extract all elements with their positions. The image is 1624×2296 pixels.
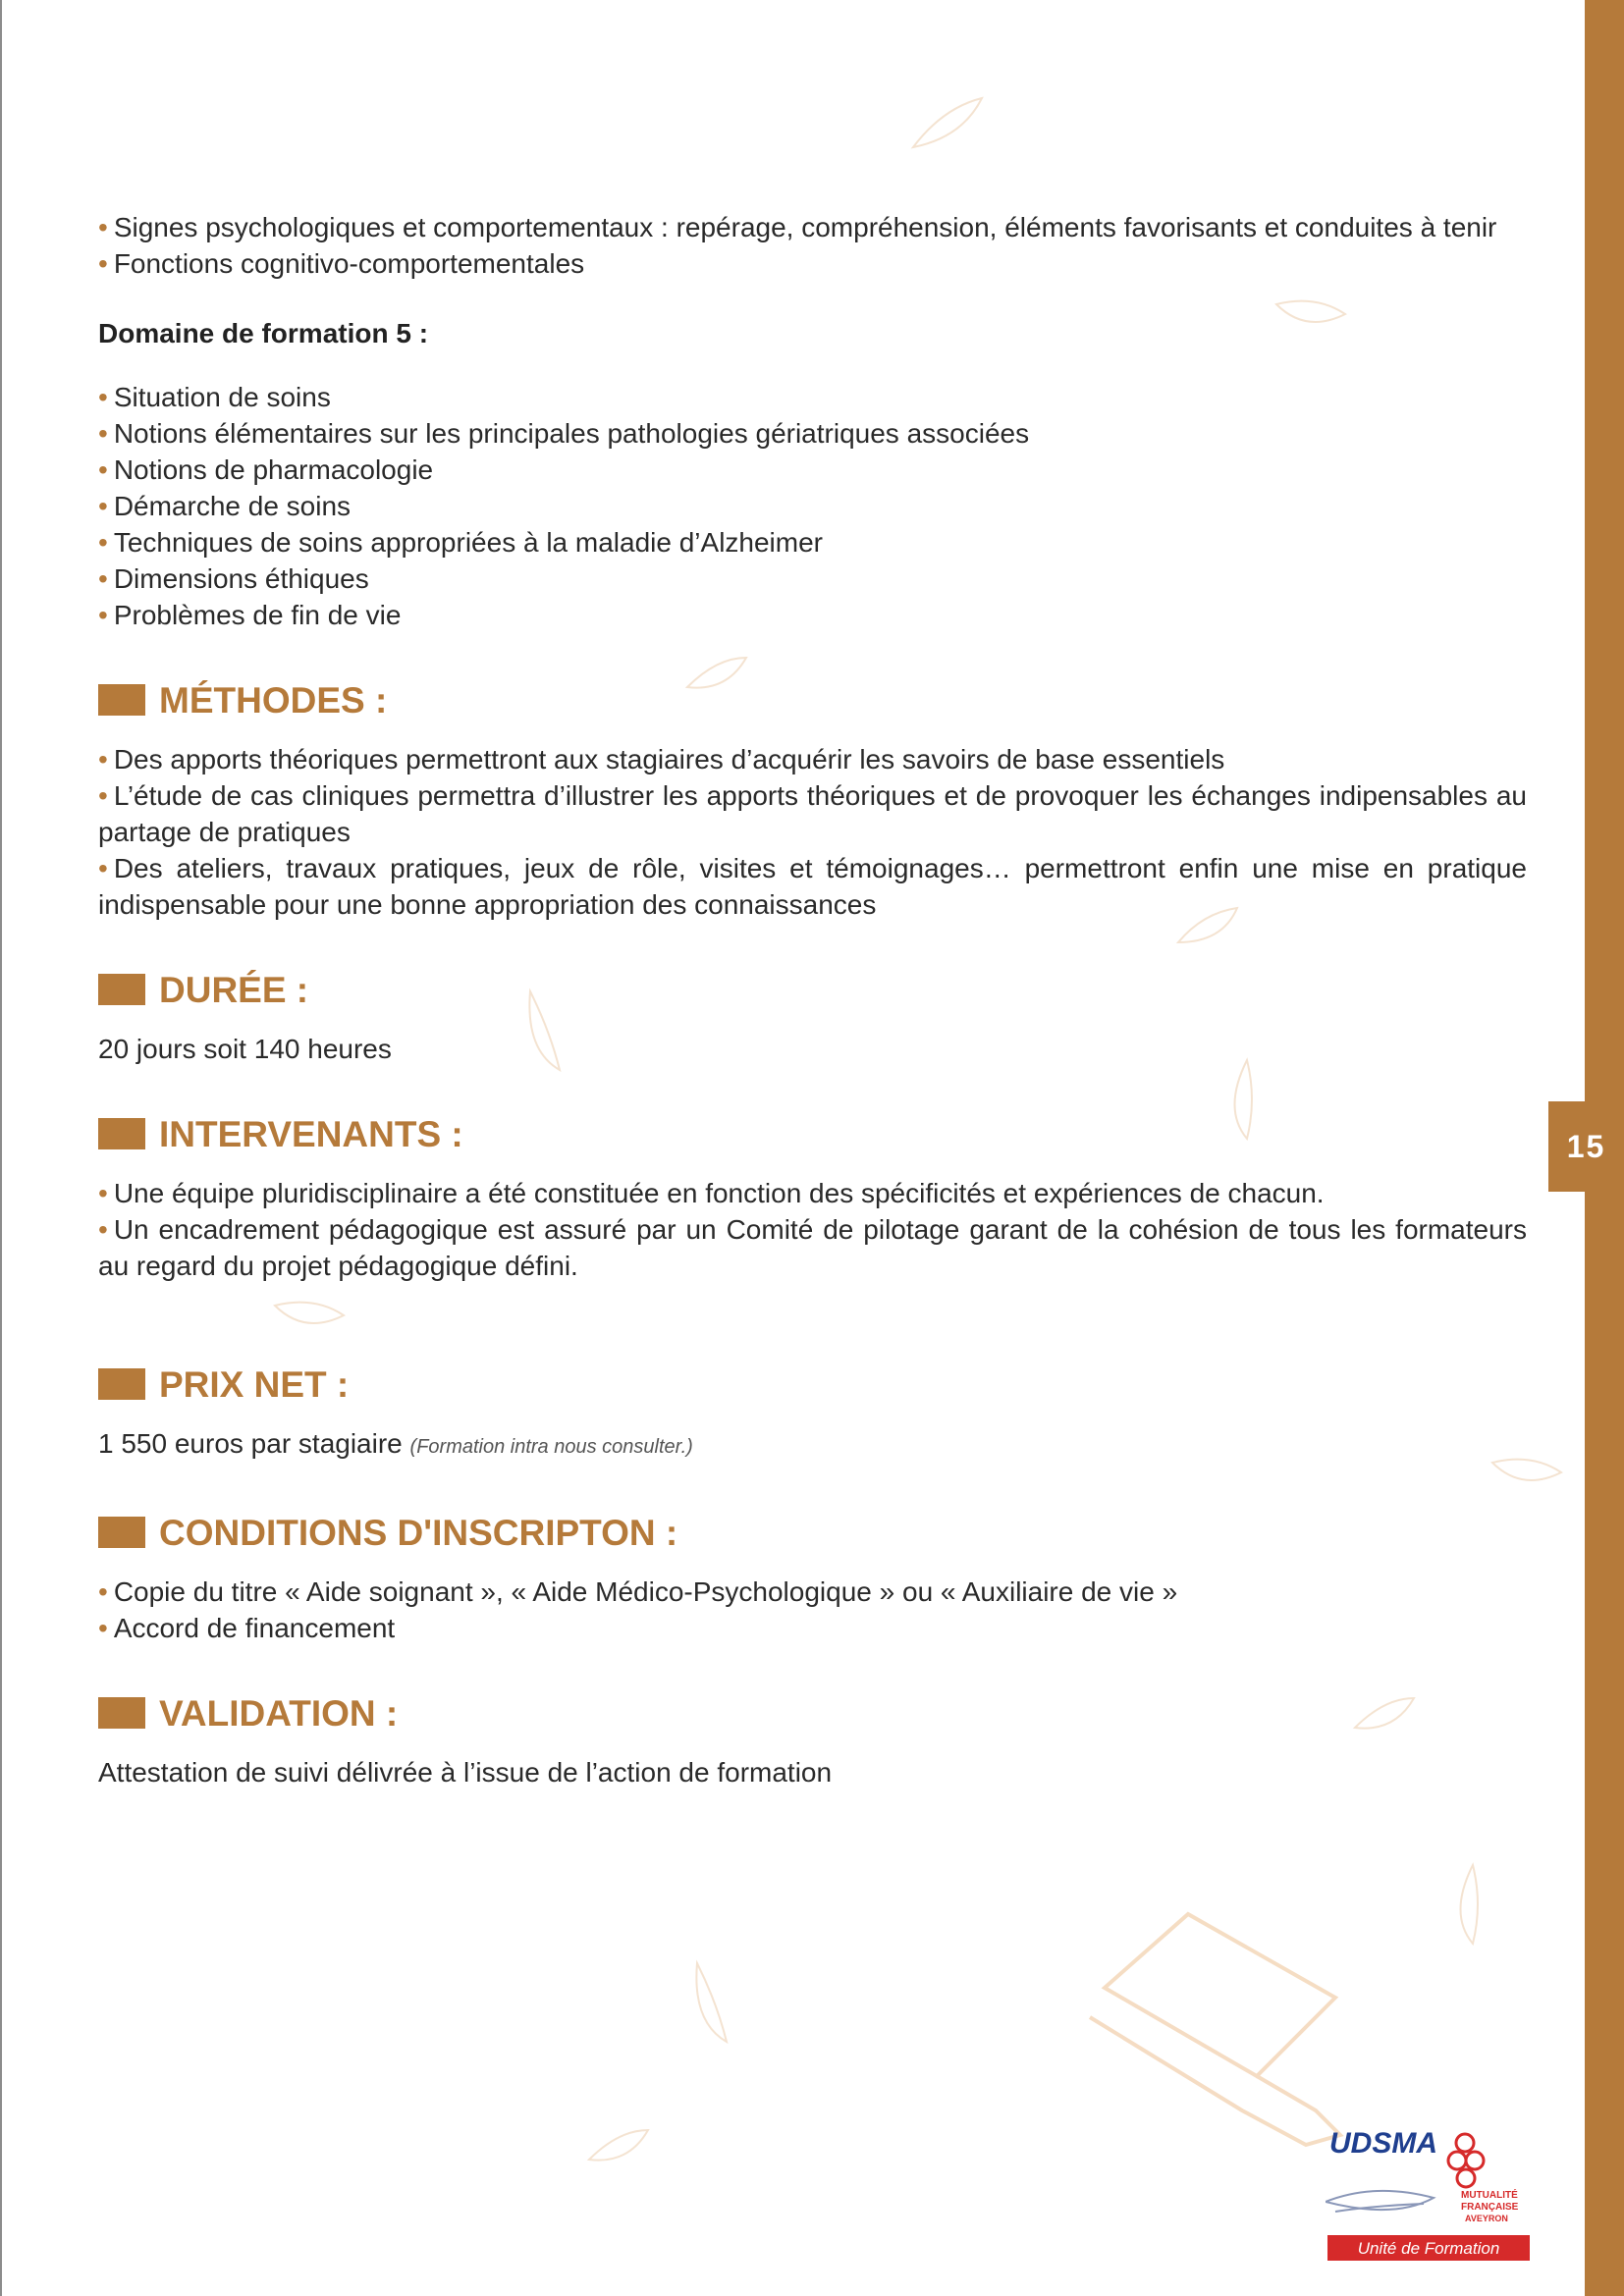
prix-heading <box>98 1364 1527 1404</box>
section-title: MÉTHODES : <box>159 679 388 721</box>
heading-marker <box>98 974 145 1005</box>
list-item: • Techniques de soins appropriées à la maladie d’Alzheimer <box>98 527 824 558</box>
list-item: • L’étude de cas cliniques permettra d’illustrer les apports théoriques et de provoquer les échanges indipensables au partage de pratiques <box>98 780 1527 847</box>
list-item: • Problèmes de fin de vie <box>98 600 402 630</box>
logo-sub2: FRANÇAISE <box>1461 2202 1519 2213</box>
domain5-heading: Domaine de formation 5 : <box>98 318 429 348</box>
bullet-icon: • <box>98 1214 108 1245</box>
bullet-icon: • <box>98 248 108 279</box>
bullet-icon: • <box>98 491 108 521</box>
bullet-icon: • <box>98 1178 108 1208</box>
bullet-icon: • <box>98 780 108 811</box>
logo-sub1: MUTUALITÉ <box>1461 2190 1518 2201</box>
list-item: • Copie du titre « Aide soignant », « Aide Médico-Psychologique » ou « Auxiliaire de vie » <box>98 1576 1178 1607</box>
list-item: • Des ateliers, travaux pratiques, jeux de rôle, visites et témoignages… permettront enfin une mise en pratique indispensable pour une bonne appropriation des connaissances <box>98 853 1527 920</box>
conditions-heading <box>98 1513 1527 1552</box>
logo-banner: Unité de Formation <box>1357 2239 1500 2258</box>
heading-marker <box>98 1368 145 1400</box>
list-item: • Notions de pharmacologie <box>98 454 434 485</box>
list-item: • Une équipe pluridisciplinaire a été constituée en fonction des spécificités et expériences de chacun. <box>98 1178 1325 1208</box>
bullet-icon: • <box>98 418 108 449</box>
bullet-icon: • <box>98 1613 108 1643</box>
list-item: • Signes psychologiques et comportementaux : repérage, compréhension, éléments favorisants et conduites à tenir <box>98 212 1497 242</box>
section-title: CONDITIONS D'INSCRIPTON : <box>159 1512 678 1553</box>
heading-marker <box>98 1517 145 1548</box>
duree-text: 20 jours soit 140 heures <box>98 1034 392 1064</box>
bullet-icon: • <box>98 382 108 412</box>
list-item: • Fonctions cognitivo-comportementales <box>98 248 585 279</box>
bullet-icon: • <box>98 563 108 594</box>
domain5-list <box>98 379 1527 633</box>
list-item: • Situation de soins <box>98 382 331 412</box>
heading-marker <box>98 684 145 716</box>
bullet-icon: • <box>98 600 108 630</box>
methodes-list <box>98 741 1527 923</box>
bullet-icon: • <box>98 212 108 242</box>
section-title: PRIX NET : <box>159 1363 350 1405</box>
bullet-icon: • <box>98 744 108 774</box>
duree-heading <box>98 970 1527 1009</box>
intro-list <box>98 209 1527 282</box>
section-title: DURÉE : <box>159 969 309 1010</box>
udsma-logo <box>1326 2125 1532 2272</box>
intervenants-list <box>98 1175 1527 1284</box>
bullet-icon: • <box>98 853 108 883</box>
list-item: • Démarche de soins <box>98 491 352 521</box>
logo-sub3: AVEYRON <box>1465 2214 1508 2223</box>
heading-marker <box>98 1697 145 1729</box>
section-title: VALIDATION : <box>159 1692 399 1734</box>
heading-marker <box>98 1118 145 1149</box>
intervenants-heading <box>98 1114 1527 1153</box>
bullet-icon: • <box>98 454 108 485</box>
conditions-list <box>98 1574 1527 1646</box>
list-item: • Des apports théoriques permettront aux stagiaires d’acquérir les savoirs de base essentiels <box>98 744 1225 774</box>
list-item: • Notions élémentaires sur les principales pathologies gériatriques associées <box>98 418 1030 449</box>
validation-heading <box>98 1693 1527 1733</box>
bullet-icon: • <box>98 1576 108 1607</box>
list-item: • Accord de financement <box>98 1613 396 1643</box>
bullet-icon: • <box>98 527 108 558</box>
page-number: 15 <box>1548 1101 1624 1192</box>
list-item: • Dimensions éthiques <box>98 563 369 594</box>
methodes-heading <box>98 680 1527 720</box>
section-title: INTERVENANTS : <box>159 1113 463 1154</box>
logo-brand: UDSMA <box>1329 2127 1437 2160</box>
price-value: 1 550 euros par stagiaire <box>98 1428 403 1459</box>
price-note: (Formation intra nous consulter.) <box>409 1436 693 1458</box>
prix-text <box>98 1425 1527 1466</box>
document-body <box>98 209 1527 1790</box>
validation-text: Attestation de suivi délivrée à l’issue de l’action de formation <box>98 1757 833 1788</box>
list-item: • Un encadrement pédagogique est assuré par un Comité de pilotage garant de la cohésion de tous les formateurs au regard du projet pédagogique défini. <box>98 1214 1527 1281</box>
